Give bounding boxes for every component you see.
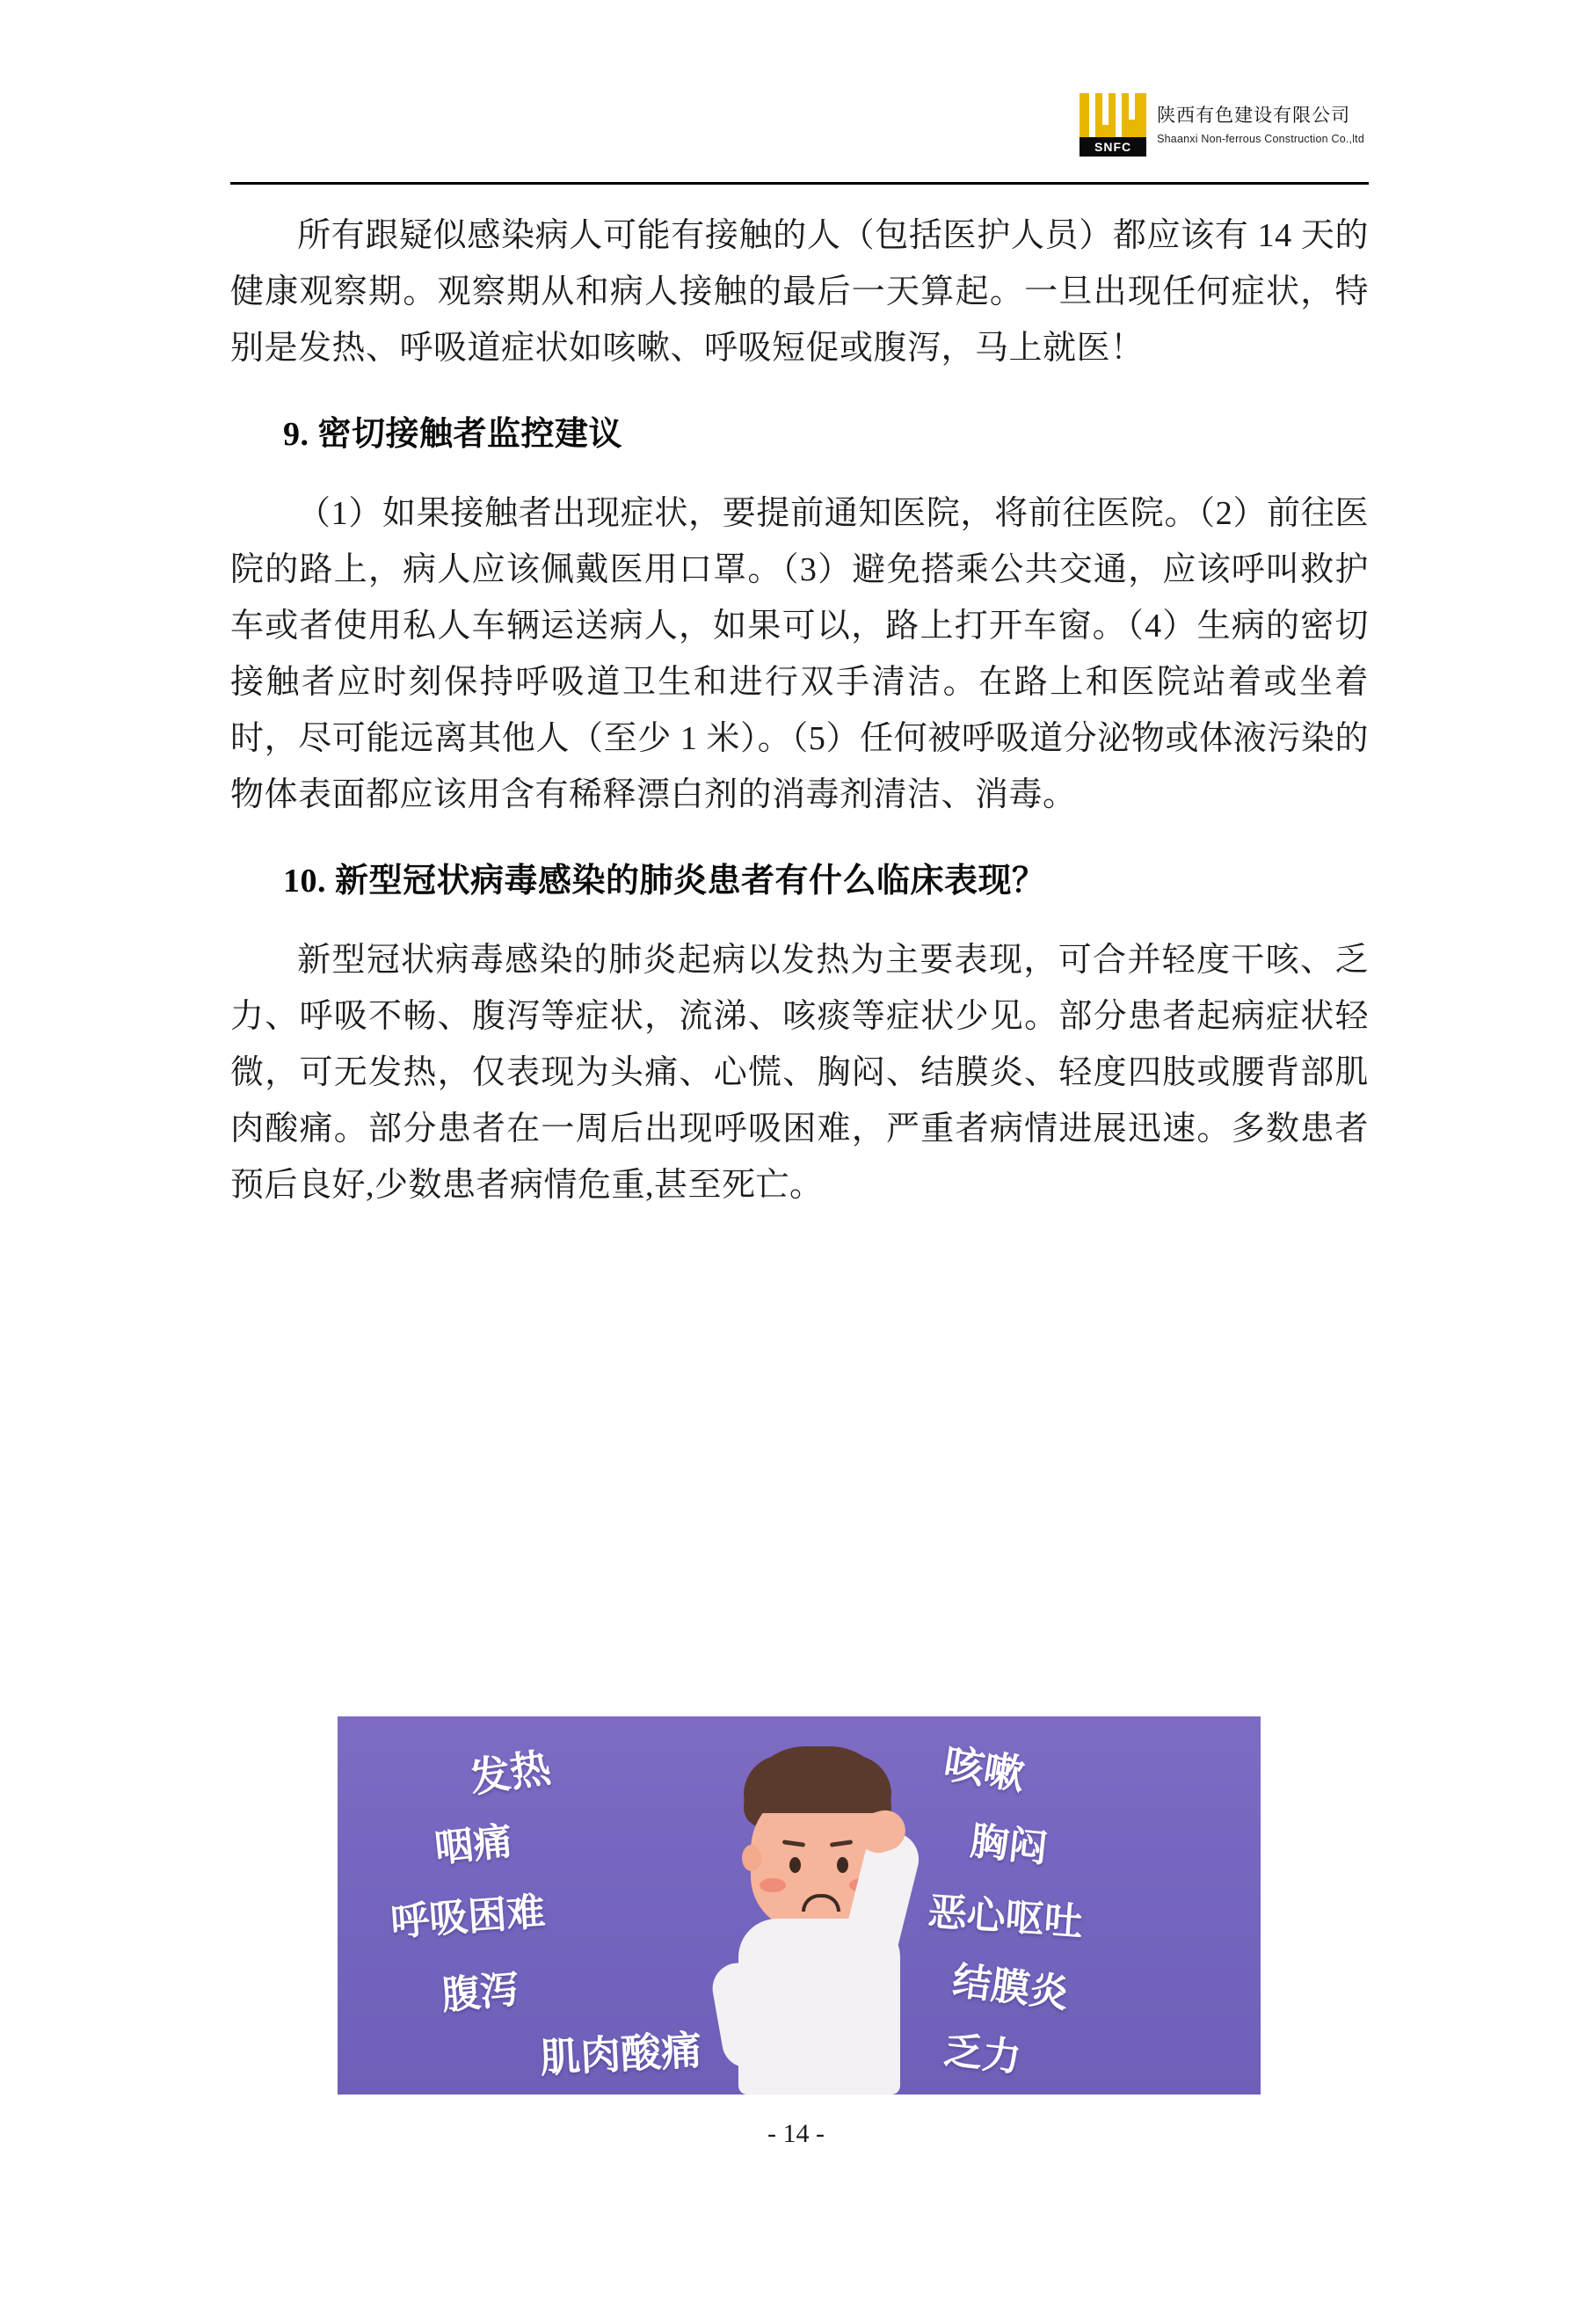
eye-right bbox=[837, 1857, 848, 1873]
symptom-label: 胸闷 bbox=[968, 1819, 1050, 1871]
page-header bbox=[230, 88, 1364, 185]
symptoms-illustration bbox=[338, 1716, 1261, 2095]
document-body bbox=[230, 208, 1369, 1213]
symptom-label: 恶心呕吐 bbox=[927, 1890, 1085, 1945]
illustration-person bbox=[698, 1746, 953, 2095]
paragraph-close-contact-monitoring: （1）如果接触者出现症状，要提前通知医院，将前往医院。（2）前往医院的路上，病人应该佩戴医用口罩。（3）避免搭乘公共交通，应该呼叫救护车或者使用私人车辆运送病人，如果可以，路上打开车窗。（4）生病的密切接触者应时刻保持呼吸道卫生和进行双手清洁。在路上和医院站着或坐着时，尽可能远离其他人（至少 1 米）。（5）任何被呼吸道分泌物或体液污染的物体表面都应该用含有稀释漂白剂的消毒剂清洁、消毒。 bbox=[230, 495, 1369, 813]
symptom-label: 腹泻 bbox=[440, 1968, 521, 2018]
page-number: - 14 - bbox=[767, 2119, 825, 2148]
heading-section-9: 9. 密切接触者监控建议 bbox=[283, 416, 623, 453]
logo-abbr: SNFC bbox=[1080, 137, 1146, 157]
company-logo bbox=[1080, 93, 1364, 157]
heading-section-10: 10. 新型冠状病毒感染的肺炎患者有什么临床表现？ bbox=[283, 863, 1046, 900]
spacer bbox=[230, 376, 1369, 406]
company-name-cn: 陕西有色建设有限公司 bbox=[1157, 106, 1351, 127]
ear-left bbox=[742, 1845, 761, 1871]
symptom-label: 咳嗽 bbox=[941, 1740, 1029, 1798]
spacer bbox=[230, 463, 1369, 485]
eye-left bbox=[789, 1857, 801, 1873]
hair-front bbox=[744, 1755, 891, 1813]
symptom-label: 咽痛 bbox=[433, 1819, 514, 1871]
spacer bbox=[230, 823, 1369, 853]
header-divider bbox=[230, 182, 1369, 185]
company-name-block bbox=[1157, 104, 1364, 146]
symptom-label: 发热 bbox=[467, 1744, 554, 1802]
spacer bbox=[230, 909, 1369, 932]
logo-bars bbox=[1080, 93, 1146, 137]
snfc-logo-icon bbox=[1080, 93, 1146, 157]
symptom-label: 结膜炎 bbox=[949, 1959, 1071, 2016]
symptom-label: 肌肉酸痛 bbox=[538, 2027, 703, 2081]
cheek-left bbox=[760, 1878, 786, 1892]
company-name-en: Shaanxi Non-ferrous Construction Co.,ltd bbox=[1157, 132, 1364, 145]
symptom-label: 呼吸困难 bbox=[389, 1890, 547, 1945]
paragraph-observation-period: 所有跟疑似感染病人可能有接触的人（包括医护人员）都应该有 14 天的健康观察期。观察期从和病人接触的最后一天算起。一旦出现任何症状，特别是发热、呼吸道症状如咳嗽、呼吸短促或腹泻，马上就医！ bbox=[230, 217, 1369, 367]
symptom-label: 乏力 bbox=[941, 2029, 1023, 2080]
paragraph-clinical-symptoms: 新型冠状病毒感染的肺炎起病以发热为主要表现，可合并轻度干咳、乏力、呼吸不畅、腹泻等症状，流涕、咳痰等症状少见。部分患者起病症状轻微，可无发热，仅表现为头痛、心慌、胸闷、结膜炎、轻度四肢或腰背部肌肉酸痛。部分患者在一周后出现呼吸困难，严重者病情进展迅速。多数患者预后良好,少数患者病情危重,甚至死亡。 bbox=[230, 942, 1369, 1204]
